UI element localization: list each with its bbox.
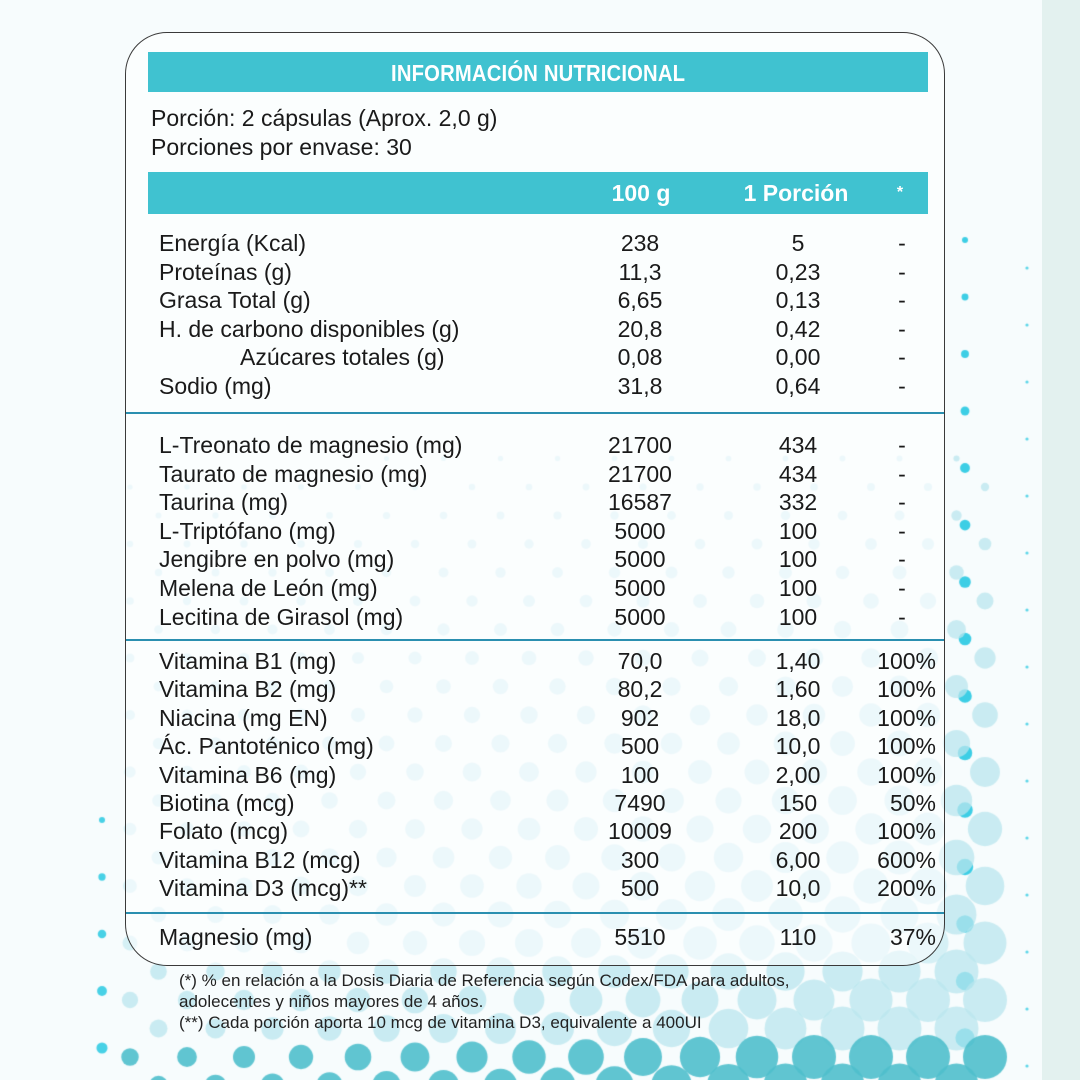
value-per-portion: 100 bbox=[778, 546, 818, 573]
servings-per-container: Porciones por envase: 30 bbox=[151, 134, 412, 160]
table-row bbox=[0, 789, 1080, 818]
daily-value-percent: - bbox=[898, 517, 906, 544]
daily-value-percent: - bbox=[898, 489, 906, 516]
value-per-portion: 0,64 bbox=[775, 373, 821, 399]
footnote-daily-value: (*) % en relación a la Dosis Diaria de Referencia según Codex/FDA para adultos, bbox=[179, 971, 790, 990]
table-row bbox=[0, 647, 1080, 676]
value-per-portion: 200 bbox=[778, 818, 818, 845]
column-header-bar bbox=[148, 172, 928, 214]
value-per-100g: 100 bbox=[620, 761, 660, 788]
serving-info bbox=[151, 104, 497, 162]
footnotes bbox=[179, 970, 789, 1033]
table-row bbox=[0, 874, 1080, 903]
value-per-100g: 21700 bbox=[608, 432, 672, 458]
table-row bbox=[0, 372, 1080, 401]
nutrient-name: L-Treonato de magnesio (mg) bbox=[159, 432, 463, 458]
nutrient-name: L-Triptófano (mg) bbox=[159, 517, 336, 544]
value-per-100g: 80,2 bbox=[617, 676, 663, 703]
value-per-100g: 300 bbox=[620, 846, 660, 873]
nutrient-name: H. de carbono disponibles (g) bbox=[159, 315, 460, 342]
table-row bbox=[0, 258, 1080, 287]
value-per-100g: 7490 bbox=[614, 790, 666, 816]
daily-value-percent: - bbox=[898, 230, 906, 256]
daily-value-percent: 100% bbox=[877, 676, 936, 703]
value-per-portion: 0,42 bbox=[775, 315, 821, 342]
value-per-100g: 5510 bbox=[614, 924, 666, 950]
column-header-100g: 100 g bbox=[611, 180, 671, 206]
value-per-100g: 16587 bbox=[608, 489, 672, 516]
nutrient-name: Ác. Pantoténico (mg) bbox=[159, 733, 374, 760]
value-per-100g: 31,8 bbox=[617, 373, 663, 399]
value-per-100g: 902 bbox=[620, 704, 660, 731]
value-per-portion: 5 bbox=[791, 230, 805, 256]
value-per-100g: 0,08 bbox=[617, 344, 663, 371]
table-row bbox=[0, 488, 1080, 517]
page-title: INFORMACIÓN NUTRICIONAL bbox=[390, 60, 686, 86]
nutrient-name: Sodio (mg) bbox=[159, 373, 272, 399]
value-per-100g: 500 bbox=[620, 875, 660, 902]
title-bar bbox=[148, 52, 928, 92]
value-per-portion: 6,00 bbox=[775, 846, 821, 873]
daily-value-percent: - bbox=[898, 315, 906, 342]
footnote-daily-value-cont: adolecentes y niños mayores de 4 años. bbox=[179, 992, 484, 1011]
nutrient-name: Vitamina B1 (mg) bbox=[159, 648, 337, 674]
nutrient-name: Grasa Total (g) bbox=[159, 287, 311, 314]
value-per-100g: 21700 bbox=[608, 460, 672, 487]
daily-value-percent: 50% bbox=[889, 790, 936, 816]
section-divider bbox=[126, 412, 944, 414]
table-row bbox=[0, 286, 1080, 315]
nutrient-name: Energía (Kcal) bbox=[159, 230, 307, 256]
nutrient-name: Proteínas (g) bbox=[159, 258, 292, 285]
daily-value-percent: - bbox=[898, 258, 906, 285]
value-per-portion: 100 bbox=[778, 603, 818, 630]
nutrient-name: Lecitina de Girasol (mg) bbox=[159, 603, 404, 630]
nutrient-name: Vitamina B2 (mg) bbox=[159, 676, 337, 703]
table-row bbox=[0, 603, 1080, 632]
nutrient-name: Vitamina B12 (mcg) bbox=[159, 846, 361, 873]
table-row bbox=[0, 704, 1080, 733]
table-row bbox=[0, 732, 1080, 761]
value-per-portion: 1,40 bbox=[775, 648, 821, 674]
daily-value-percent: 37% bbox=[889, 924, 936, 950]
value-per-100g: 238 bbox=[620, 230, 660, 256]
daily-value-percent: - bbox=[898, 575, 906, 601]
value-per-portion: 2,00 bbox=[775, 761, 821, 788]
value-per-portion: 10,0 bbox=[775, 875, 821, 902]
value-per-100g: 5000 bbox=[614, 517, 666, 544]
nutrient-name: Jengibre en polvo (mg) bbox=[159, 546, 395, 573]
value-per-portion: 434 bbox=[778, 432, 818, 458]
value-per-portion: 0,23 bbox=[775, 258, 821, 285]
daily-value-percent: - bbox=[898, 546, 906, 573]
value-per-100g: 70,0 bbox=[617, 648, 663, 674]
value-per-100g: 500 bbox=[620, 733, 660, 760]
daily-value-percent: 100% bbox=[877, 733, 936, 760]
daily-value-percent: - bbox=[898, 287, 906, 314]
column-header-daily-value: * bbox=[896, 184, 904, 201]
nutrient-name: Vitamina B6 (mg) bbox=[159, 761, 337, 788]
daily-value-percent: 100% bbox=[877, 761, 936, 788]
value-per-portion: 0,00 bbox=[775, 344, 821, 371]
table-row bbox=[0, 761, 1080, 790]
nutrient-name: Magnesio (mg) bbox=[159, 924, 313, 950]
table-row bbox=[0, 675, 1080, 704]
value-per-portion: 332 bbox=[778, 489, 818, 516]
daily-value-percent: 600% bbox=[877, 846, 936, 873]
value-per-100g: 5000 bbox=[614, 575, 666, 601]
nutrient-name: Niacina (mg EN) bbox=[159, 704, 328, 731]
daily-value-percent: - bbox=[898, 373, 906, 399]
value-per-100g: 5000 bbox=[614, 546, 666, 573]
serving-portion: Porción: 2 cápsulas (Aprox. 2,0 g) bbox=[151, 105, 498, 131]
nutrient-name: Taurato de magnesio (mg) bbox=[159, 460, 428, 487]
table-row bbox=[0, 846, 1080, 875]
table-row bbox=[0, 229, 1080, 258]
daily-value-percent: - bbox=[898, 460, 906, 487]
table-row bbox=[0, 574, 1080, 603]
value-per-100g: 11,3 bbox=[618, 258, 662, 285]
daily-value-percent: - bbox=[898, 603, 906, 630]
daily-value-percent: 200% bbox=[877, 875, 936, 902]
table-row bbox=[0, 923, 1080, 952]
table-row bbox=[0, 545, 1080, 574]
value-per-portion: 110 bbox=[779, 924, 817, 950]
value-per-100g: 5000 bbox=[614, 603, 666, 630]
table-row bbox=[0, 343, 1080, 372]
section-divider bbox=[126, 912, 944, 914]
value-per-portion: 10,0 bbox=[775, 733, 821, 760]
value-per-100g: 10009 bbox=[608, 818, 672, 845]
table-row bbox=[0, 517, 1080, 546]
value-per-100g: 20,8 bbox=[617, 315, 663, 342]
daily-value-percent: 100% bbox=[877, 648, 936, 674]
table-row bbox=[0, 315, 1080, 344]
value-per-portion: 434 bbox=[778, 460, 818, 487]
value-per-portion: 150 bbox=[778, 790, 818, 816]
daily-value-percent: 100% bbox=[877, 818, 936, 845]
value-per-portion: 18,0 bbox=[775, 704, 821, 731]
daily-value-percent: - bbox=[898, 432, 906, 458]
table-row bbox=[0, 817, 1080, 846]
nutrient-name: Biotina (mcg) bbox=[159, 790, 295, 816]
value-per-portion: 100 bbox=[778, 517, 818, 544]
column-header-portion: 1 Porción bbox=[743, 180, 849, 206]
nutrient-name: Melena de León (mg) bbox=[159, 575, 378, 601]
daily-value-percent: - bbox=[898, 344, 906, 371]
section-divider bbox=[126, 639, 944, 641]
nutrient-name: Azúcares totales (g) bbox=[240, 344, 445, 371]
value-per-portion: 0,13 bbox=[775, 287, 821, 314]
value-per-100g: 6,65 bbox=[617, 287, 663, 314]
nutrient-name: Folato (mcg) bbox=[159, 818, 289, 845]
daily-value-percent: 100% bbox=[877, 704, 936, 731]
nutrient-name: Taurina (mg) bbox=[159, 489, 289, 516]
value-per-portion: 1,60 bbox=[775, 676, 821, 703]
value-per-portion: 100 bbox=[778, 575, 818, 601]
nutrient-name: Vitamina D3 (mcg)** bbox=[159, 875, 367, 902]
table-row bbox=[0, 460, 1080, 489]
table-row bbox=[0, 431, 1080, 460]
footnote-vitamin-d3: (**) Cada porción aporta 10 mcg de vitamina D3, equivalente a 400UI bbox=[179, 1013, 702, 1032]
